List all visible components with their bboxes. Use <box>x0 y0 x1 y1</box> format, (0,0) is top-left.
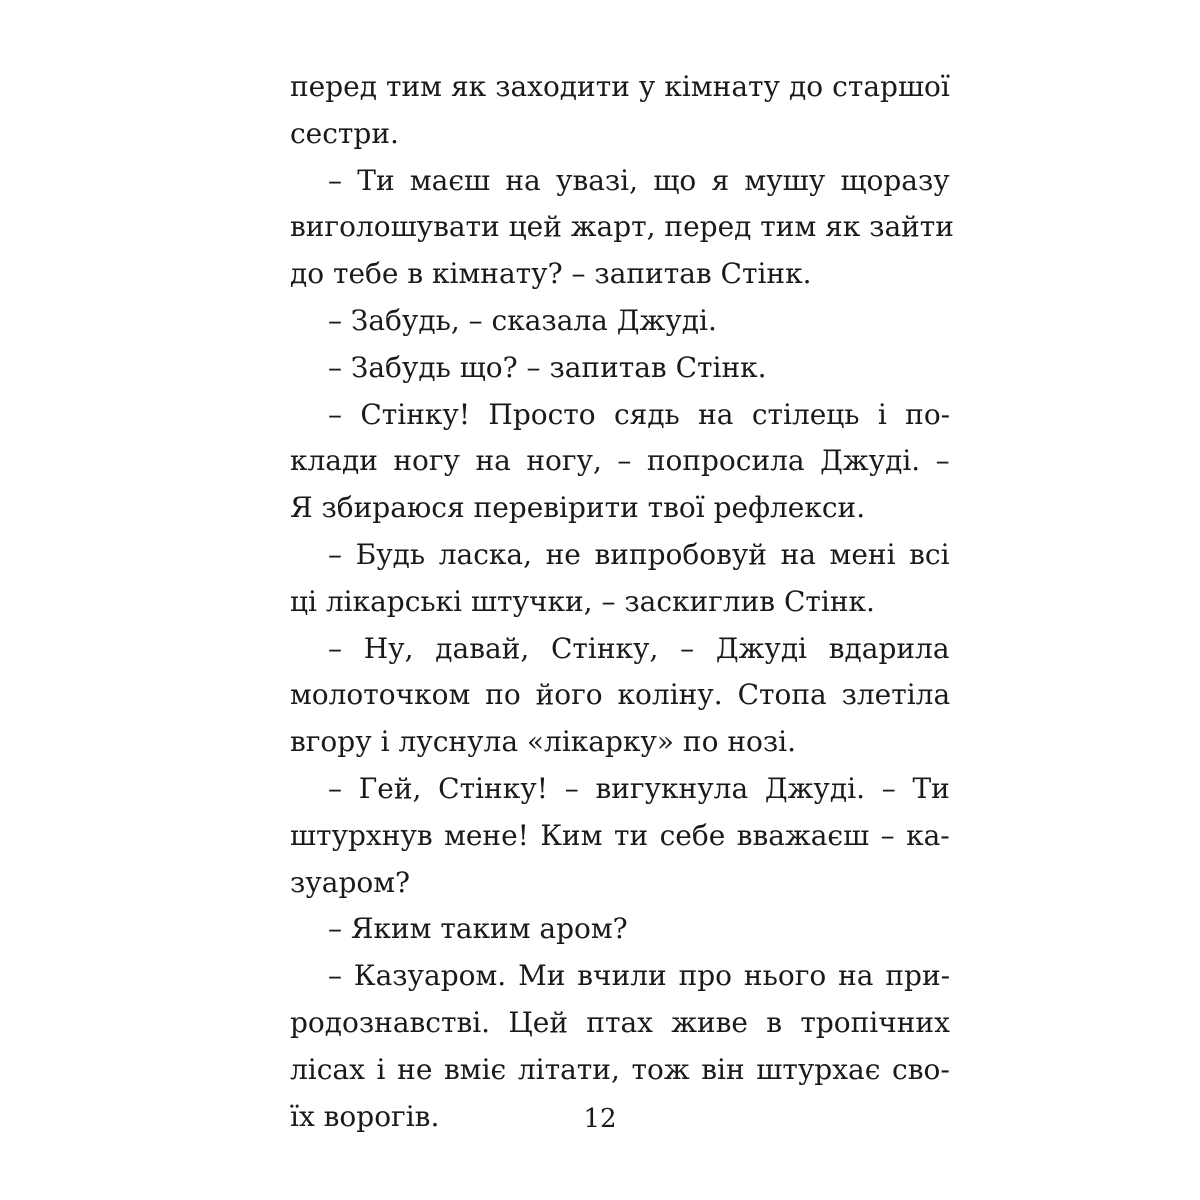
page-text <box>290 64 954 1140</box>
text-line: молоточком по його коліну. Стопа злетіла <box>290 678 951 712</box>
text-line: – Казуаром. Ми вчили про нього на при- <box>328 959 951 993</box>
text-line: ці лікарські штучки, – заскиглив Стінк. <box>290 584 875 618</box>
text-line: родознавстві. Цей птах живе в тропічних <box>290 1005 950 1039</box>
text-line: клади ногу на ногу, – попросила Джуді. – <box>290 444 950 478</box>
text-line: виголошувати цей жарт, перед тим як зайти <box>290 210 954 244</box>
text-line: – Забудь що? – запитав Стінк. <box>328 350 767 384</box>
text-line: сестри. <box>290 116 399 150</box>
text-line: перед тим як заходити у кімнату до старшої <box>290 70 950 103</box>
text-line: – Будь ласка, не випробовуй на мені всі <box>328 537 950 571</box>
text-line: вгору і луснула «лікарку» по нозі. <box>290 725 796 759</box>
text-line: – Яким таким аром? <box>328 912 628 946</box>
text-line: штурхнув мене! Ким ти себе вважаєш – ка- <box>290 818 950 852</box>
text-line: до тебе в кімнату? – запитав Стінк. <box>290 257 812 291</box>
text-line: – Стінку! Просто сядь на стілець і по- <box>328 397 951 431</box>
text-line: Я збираюся перевірити твої рефлекси. <box>290 491 866 525</box>
text-line: – Забудь, – сказала Джуді. <box>328 303 717 337</box>
text-line: – Гей, Стінку! – вигукнула Джуді. – Ти <box>328 771 950 805</box>
text-line: лісах і не вміє літати, тож він штурхає сво- <box>290 1052 950 1086</box>
text-line: – Ну, давай, Стінку, – Джуді вдарила <box>328 631 950 665</box>
text-line: їх ворогів. <box>290 1099 440 1133</box>
text-line: зуаром? <box>290 865 411 899</box>
page-number: 12 <box>583 1104 617 1134</box>
text-line: – Ти маєш на увазі, що я мушу щоразу <box>328 163 950 197</box>
